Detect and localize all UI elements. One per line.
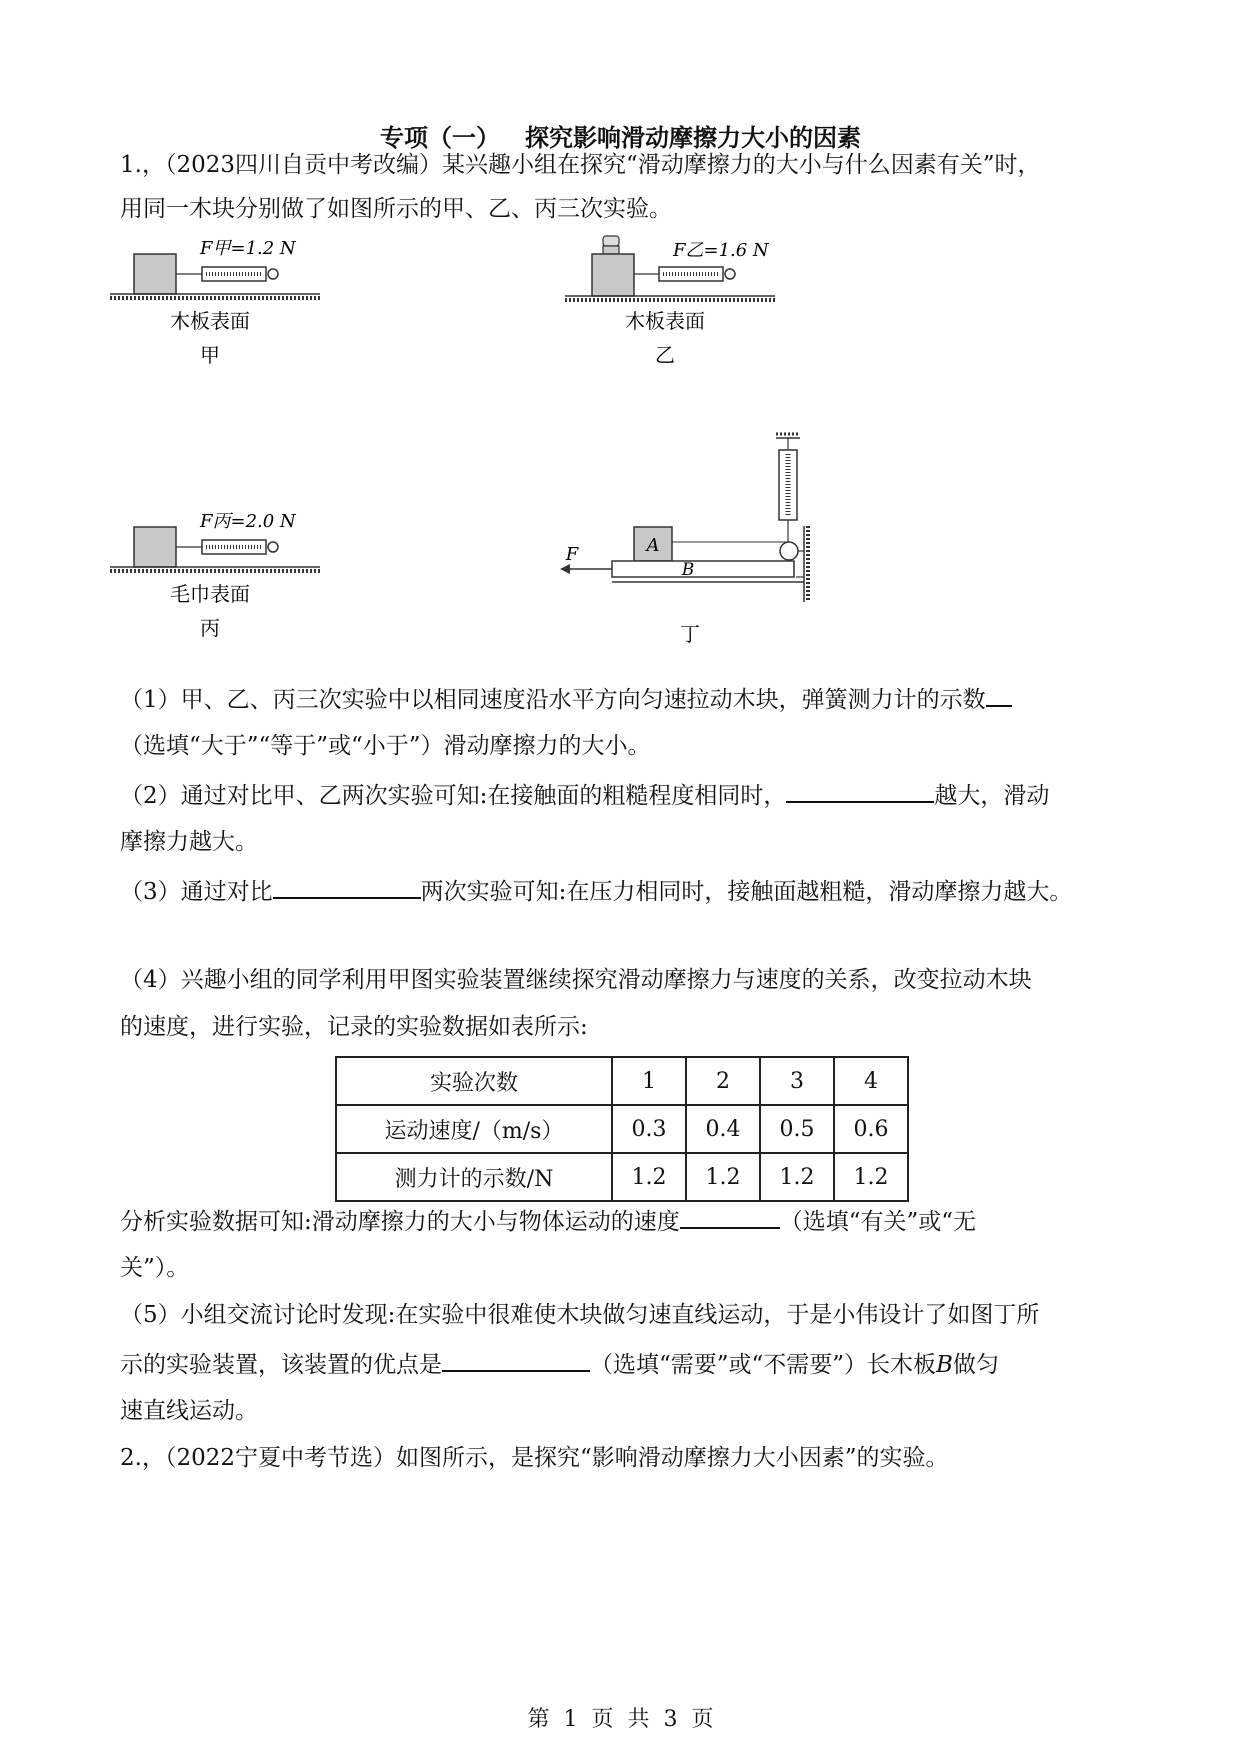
q1-part2-line1: （2）通过对比甲、乙两次实验可知:在接触面的粗糙程度相同时， 越大，滑动 bbox=[120, 779, 1049, 811]
wood-block bbox=[134, 527, 176, 567]
table-cell: 0.6 bbox=[834, 1105, 908, 1153]
table-cell: 3 bbox=[760, 1057, 834, 1105]
table-row bbox=[336, 1057, 908, 1105]
q1-part4-line3: 分析实验数据可知:滑动摩擦力的大小与物体运动的速度 （选填“有关”或“无 bbox=[120, 1205, 976, 1237]
answer-blank-3[interactable] bbox=[273, 875, 421, 899]
q1-intro-line2: 用同一木块分别做了如图所示的甲、乙、丙三次实验。 bbox=[120, 196, 672, 222]
figure-label-jia: 甲 bbox=[200, 343, 220, 367]
q1-part4-line2: 的速度，进行实验，记录的实验数据如表所示: bbox=[120, 1014, 588, 1040]
table-cell: 1.2 bbox=[760, 1153, 834, 1201]
table-cell: 2 bbox=[686, 1057, 760, 1105]
wood-block bbox=[592, 254, 634, 296]
page-title: 专项（一） 探究影响滑动摩擦力大小的因素 bbox=[379, 123, 862, 152]
table-row bbox=[336, 1105, 908, 1153]
answer-blank-5[interactable] bbox=[442, 1348, 590, 1372]
table-row bbox=[336, 1153, 908, 1201]
figure-bing bbox=[110, 505, 380, 645]
weight-icon bbox=[603, 236, 619, 246]
surface-label-jia: 木板表面 bbox=[170, 309, 250, 333]
force-label-yi: F乙=1.6 N bbox=[673, 240, 769, 261]
board-b-label: B bbox=[681, 560, 695, 580]
q1-part4-line1: （4）兴趣小组的同学利用甲图实验装置继续探究滑动摩擦力与速度的关系，改变拉动木块 bbox=[120, 967, 1032, 993]
q1-part5-line2: 示的实验装置，该装置的优点是 （选填“需要”或“不需要”）长木板B做匀 bbox=[120, 1348, 999, 1380]
q1-part4-line4: 关”）。 bbox=[120, 1255, 190, 1281]
q2-intro: 2.，（2022宁夏中考节选）如图所示，是探究“影响滑动摩擦力大小因素”的实验。 bbox=[120, 1445, 949, 1471]
data-table bbox=[335, 1056, 909, 1202]
surface-label-bing: 毛巾表面 bbox=[170, 582, 250, 606]
figure-label-ding: 丁 bbox=[680, 622, 700, 646]
q1-part3-line: （3）通过对比 两次实验可知:在压力相同时，接触面越粗糙，滑动摩擦力越大。 bbox=[120, 875, 1072, 907]
q1-part5-line1: （5）小组交流讨论时发现:在实验中很难使木块做匀速直线运动，于是小伟设计了如图丁所 bbox=[120, 1302, 1040, 1328]
table-cell: 1.2 bbox=[686, 1153, 760, 1201]
q1-part2-line2: 摩擦力越大。 bbox=[120, 829, 258, 855]
answer-blank-4[interactable] bbox=[680, 1205, 780, 1229]
answer-blank-2[interactable] bbox=[786, 779, 934, 803]
table-cell: 实验次数 bbox=[336, 1057, 612, 1105]
table-cell: 0.5 bbox=[760, 1105, 834, 1153]
wood-block bbox=[134, 254, 176, 294]
figure-ding bbox=[560, 430, 820, 655]
q1-part5-line3: 速直线运动。 bbox=[120, 1398, 258, 1424]
q1-part1-line1: （1）甲、乙、丙三次实验中以相同速度沿水平方向匀速拉动木块，弹簧测力计的示数 bbox=[120, 683, 1012, 715]
figure-label-yi: 乙 bbox=[655, 343, 675, 367]
figure-label-bing: 丙 bbox=[200, 616, 220, 640]
page-footer: 第 1 页 共 3 页 bbox=[527, 1707, 714, 1732]
answer-blank-1[interactable] bbox=[986, 683, 1012, 707]
figure-jia bbox=[110, 232, 380, 372]
q1-intro-line1: 1.，（2023四川自贡中考改编）某兴趣小组在探究“滑动摩擦力的大小与什么因素有关”时， bbox=[120, 152, 1041, 178]
table-cell: 0.4 bbox=[686, 1105, 760, 1153]
surface-label-yi: 木板表面 bbox=[625, 309, 705, 333]
table-cell: 1.2 bbox=[612, 1153, 686, 1201]
table-cell: 4 bbox=[834, 1057, 908, 1105]
table-cell: 测力计的示数/N bbox=[336, 1153, 612, 1201]
q1-part1-line2: （选填“大于”“等于”或“小于”）滑动摩擦力的大小。 bbox=[120, 733, 651, 759]
table-cell: 运动速度/（m/s） bbox=[336, 1105, 612, 1153]
pulley bbox=[780, 542, 798, 560]
table-cell: 1.2 bbox=[834, 1153, 908, 1201]
force-label-ding: F bbox=[565, 544, 579, 565]
block-a-label: A bbox=[646, 535, 660, 556]
force-label-bing: F丙=2.0 N bbox=[200, 511, 296, 532]
force-label-jia: F甲=1.2 N bbox=[200, 238, 296, 259]
table-cell: 1 bbox=[612, 1057, 686, 1105]
figure-yi bbox=[565, 232, 835, 372]
board-b bbox=[612, 561, 794, 577]
table-cell: 0.3 bbox=[612, 1105, 686, 1153]
